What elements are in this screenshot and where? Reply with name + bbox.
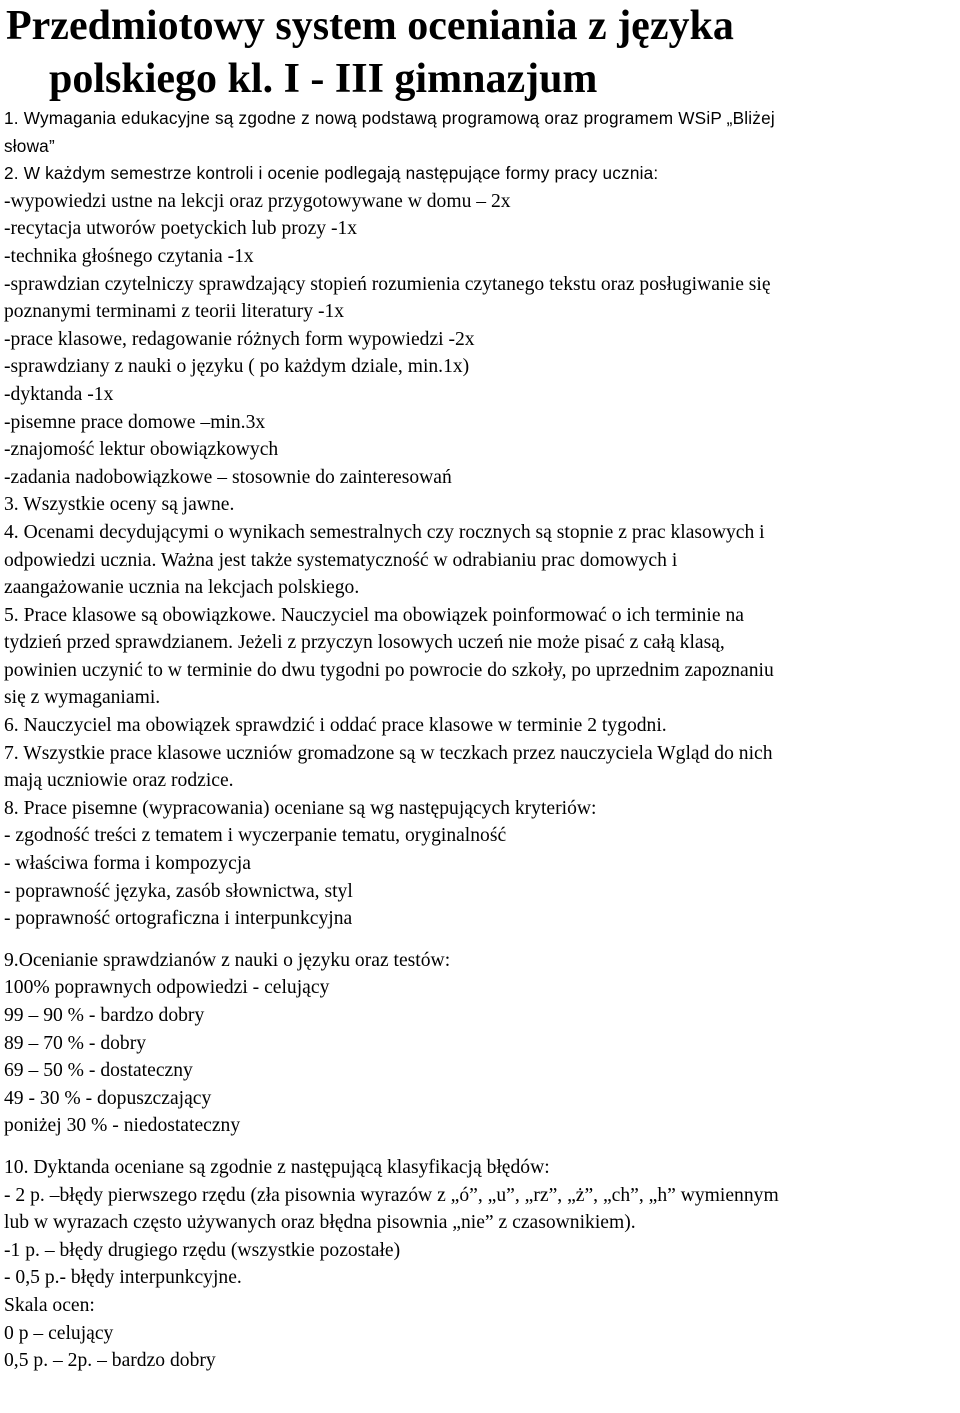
- text-line: -wypowiedzi ustne na lekcji oraz przygotowywane w domu – 2x: [4, 190, 511, 212]
- text-line: mają uczniowie oraz rodzice.: [4, 770, 234, 792]
- text-line: 4. Ocenami decydującymi o wynikach semestralnych czy rocznych są stopnie z prac klasowych i: [4, 521, 765, 543]
- text-line: -sprawdziany z nauki o języku ( po każdym dziale, min.1x): [4, 356, 470, 378]
- title-line-2: polskiego kl. I - III gimnazjum: [49, 56, 598, 102]
- text-line: - poprawność języka, zasób słownictwa, styl: [4, 880, 353, 902]
- paragraph-gap: [4, 1140, 956, 1154]
- document-title: [0, 0, 960, 106]
- text-line: 5. Prace klasowe są obowiązkowe. Nauczyciel ma obowiązek poinformować o ich terminie na: [4, 604, 744, 626]
- text-line: 49 - 30 % - dopuszczający: [4, 1087, 212, 1109]
- text-line: poznanymi terminami z teorii literatury -1x: [4, 301, 345, 323]
- text-line: 6. Nauczyciel ma obowiązek sprawdzić i oddać prace klasowe w terminie 2 tygodni.: [4, 715, 667, 737]
- title-line-1: Przedmiotowy system oceniania z języka: [6, 3, 734, 49]
- text-line: lub w wyrazach często używanych oraz błędna pisownia „nie” z czasownikiem).: [4, 1212, 636, 1234]
- text-line: Skala ocen:: [4, 1294, 95, 1316]
- text-line: 99 – 90 % - bardzo dobry: [4, 1005, 205, 1026]
- text-line: - 0,5 p.- błędy interpunkcyjne.: [4, 1267, 242, 1289]
- text-line: -technika głośnego czytania -1x: [4, 245, 254, 267]
- text-line: -pisemne prace domowe –min.3x: [4, 411, 266, 433]
- document-body: [4, 105, 956, 1375]
- text-line: się z wymaganiami.: [4, 687, 161, 709]
- text-line: 8. Prace pisemne (wypracowania) oceniane są wg następujących kryteriów:: [4, 797, 597, 819]
- text-line: 10. Dyktanda oceniane są zgodnie z następującą klasyfikacją błędów:: [4, 1156, 550, 1178]
- text-line: -zadania nadobowiązkowe – stosownie do zainteresowań: [4, 466, 452, 488]
- text-line: 100% poprawnych odpowiedzi - celujący: [4, 977, 330, 999]
- text-line: -prace klasowe, redagowanie różnych form wypowiedzi -2x: [4, 328, 475, 350]
- text-line: 69 – 50 % - dostateczny: [4, 1060, 193, 1082]
- text-line: - poprawność ortograficzna i interpunkcyjna: [4, 908, 353, 930]
- text-line: 9.Ocenianie sprawdzianów z nauki o języku oraz testów:: [4, 949, 451, 971]
- text-line: - zgodność treści z tematem i wyczerpanie tematu, oryginalność: [4, 825, 507, 847]
- text-line: 3. Wszystkie oceny są jawne.: [4, 494, 235, 516]
- paragraph-gap: [4, 933, 956, 947]
- text-line: 0,5 p. – 2p. – bardzo dobry: [4, 1350, 216, 1372]
- text-line: 7. Wszystkie prace klasowe uczniów gromadzone są w teczkach przez nauczyciela Wgląd do nich: [4, 742, 773, 764]
- text-line: 1. Wymagania edukacyjne są zgodne z nową podstawą programową oraz programem WSiP „Bliżej: [4, 108, 775, 128]
- text-line: odpowiedzi ucznia. Ważna jest także systematyczność w odrabianiu prac domowych i: [4, 549, 678, 571]
- text-line: zaangażowanie ucznia na lekcjach polskiego.: [4, 577, 360, 599]
- text-line: - 2 p. –błędy pierwszego rzędu (zła pisownia wyrazów z „ó”, „u”, „rz”, „ż”, „ch”, „h” wymiennym: [4, 1184, 779, 1206]
- text-line: 0 p – celujący: [4, 1322, 114, 1344]
- text-line: -1 p. – błędy drugiego rzędu (wszystkie pozostałe): [4, 1239, 401, 1261]
- text-line: -sprawdzian czytelniczy sprawdzający stopień rozumienia czytanego tekstu oraz posługiwanie się: [4, 273, 771, 295]
- text-line: poniżej 30 % - niedostateczny: [4, 1115, 241, 1137]
- text-line: 2. W każdym semestrze kontroli i ocenie podlegają następujące formy pracy ucznia:: [4, 163, 659, 184]
- text-line: - właściwa forma i kompozycja: [4, 853, 252, 875]
- text-line: słowa”: [4, 135, 55, 156]
- text-line: powinien uczynić to w terminie do dwu tygodni po powrocie do szkoły, po uprzednim zapoznaniu: [4, 659, 774, 681]
- text-line: tydzień przed sprawdzianem. Jeżeli z przyczyn losowych uczeń nie może pisać z całą klasą,: [4, 632, 725, 654]
- text-line: 89 – 70 % - dobry: [4, 1032, 147, 1054]
- text-line: -recytacja utworów poetyckich lub prozy -1x: [4, 218, 358, 240]
- text-line: -znajomość lektur obowiązkowych: [4, 439, 279, 461]
- text-line: -dyktanda -1x: [4, 383, 114, 405]
